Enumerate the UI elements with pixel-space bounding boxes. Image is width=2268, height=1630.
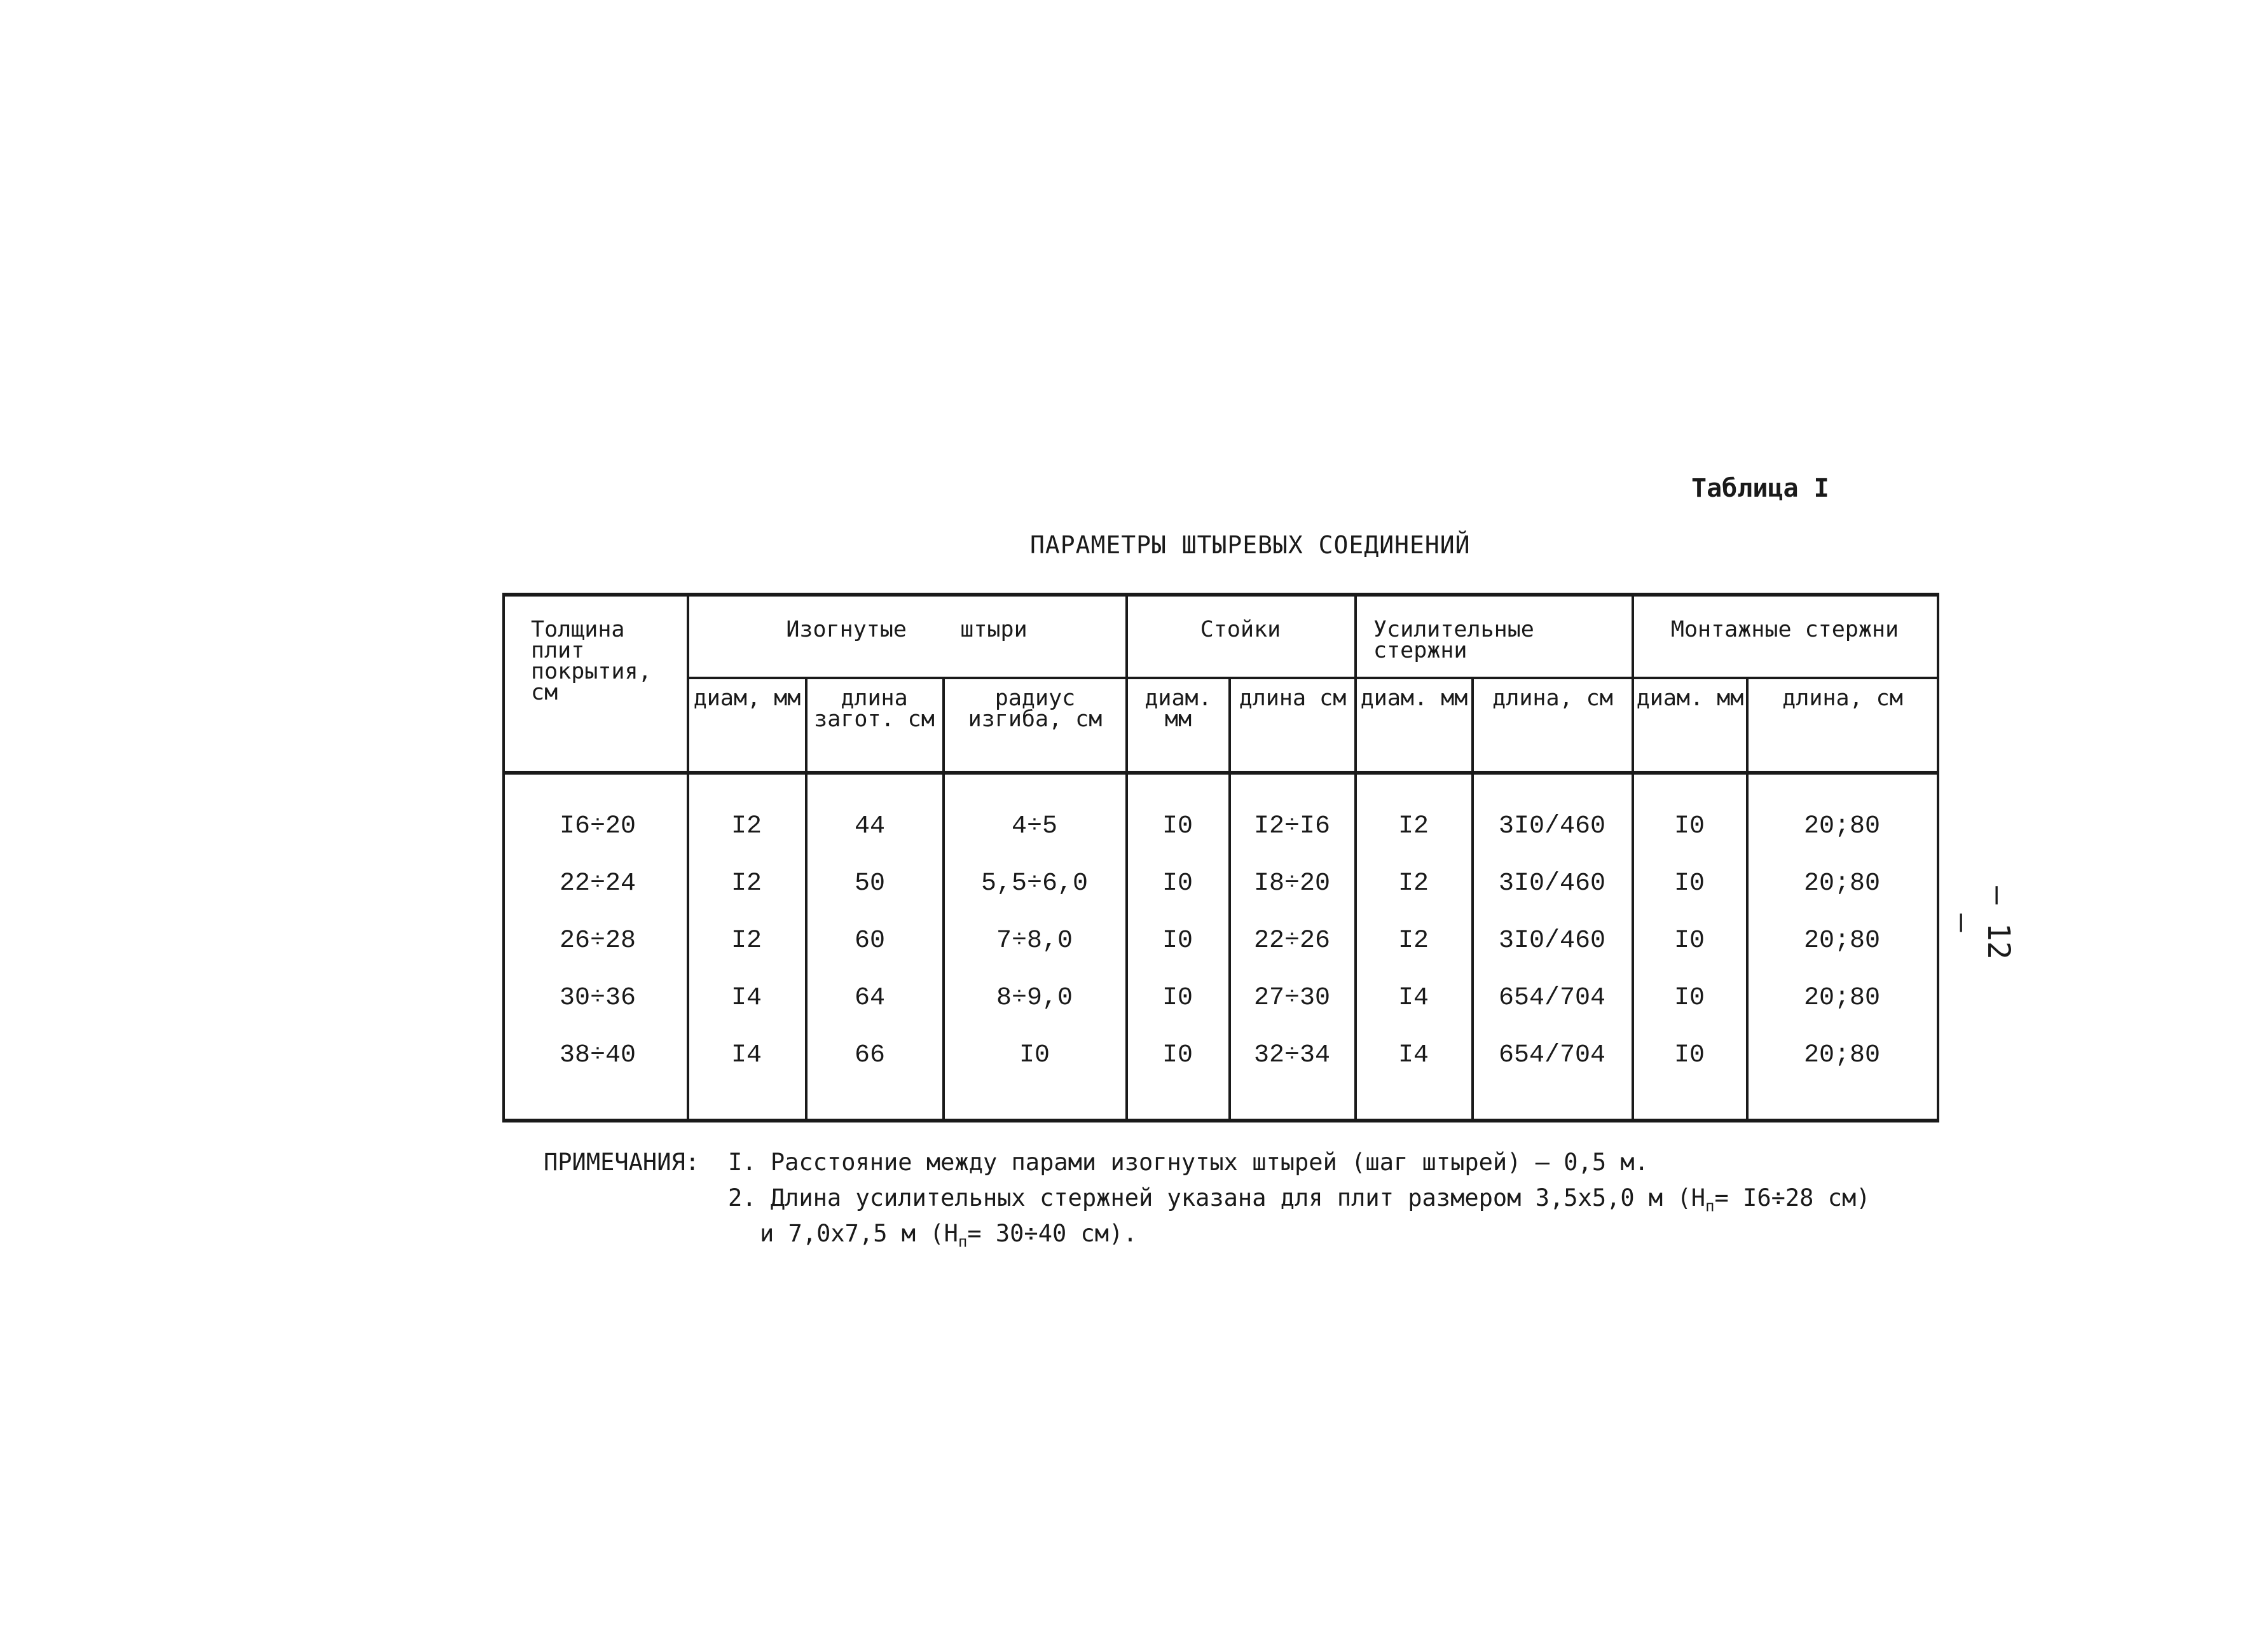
note-2-text-end: = I6÷28 см) [1714,1184,1871,1212]
header-mounting-bars: Монтажные стержни [1670,617,1899,642]
table-top-rule [502,593,1939,597]
header-slab-thickness: Толщина плит покрытия, см [531,617,652,705]
notes-label: ПРИМЕЧАНИЯ: [544,1149,700,1176]
subheader-bend-radius: радиус изгиба, см [968,686,1103,732]
cell-thickness: 30÷36 [559,984,636,1012]
cell-post-length: 32÷34 [1253,1041,1331,1070]
cell-reinf-diam: I2 [1398,812,1429,841]
cell-post-diam: I0 [1162,1041,1193,1070]
cell-thickness: 26÷28 [559,927,636,955]
cell-post-length: 22÷26 [1253,927,1331,955]
cell-blank-length: 66 [854,1041,885,1070]
header-reinforcing-bars: Усилительные стержни [1373,617,1534,663]
subheader-diam: диам. мм [1360,686,1468,711]
cell-bend-radius: 5,5÷6,0 [980,869,1089,898]
subheader-diam: диам, мм [693,686,801,711]
cell-post-diam: I0 [1162,812,1193,841]
subheader-length: длина см [1239,686,1347,711]
cell-mount-diam: I0 [1674,1041,1705,1070]
subheader-blank-length: длина загот. см [814,686,935,732]
header-bent-pins: Изогнутые штыри [786,617,1027,642]
page-number: – 12 – [1945,886,2016,960]
cell-blank-length: 60 [854,927,885,955]
cell-bent-diam: I2 [731,869,762,898]
cell-bent-diam: I4 [731,984,762,1012]
cell-post-diam: I0 [1162,869,1193,898]
cell-reinf-length: 3I0/460 [1498,812,1606,841]
header-posts: Стойки [1200,617,1281,642]
cell-mount-length: 20;80 [1803,984,1881,1012]
note-2-subscript: п [1705,1197,1715,1215]
cell-reinf-length: 3I0/460 [1498,869,1606,898]
note-2-cont-end: = 30÷40 см). [967,1220,1137,1247]
note-2-line-2 [760,1216,1137,1259]
cell-blank-length: 44 [854,812,885,841]
cell-blank-length: 50 [854,869,885,898]
subheader-diam: диам. мм [1636,686,1744,711]
cell-thickness: 22÷24 [559,869,636,898]
subheader-length: длина, см [1782,686,1903,711]
cell-post-length: 27÷30 [1253,984,1331,1012]
cell-reinf-length: 654/704 [1498,984,1606,1012]
cell-thickness: 38÷40 [559,1041,636,1070]
cell-blank-length: 64 [854,984,885,1012]
cell-mount-diam: I0 [1674,869,1705,898]
group-header-rule [687,677,1939,679]
table-title: ПАРАМЕТРЫ ШТЫРЕВЫХ СОЕДИНЕНИЙ [1030,531,1471,559]
cell-mount-length: 20;80 [1803,869,1881,898]
cell-bent-diam: I4 [731,1041,762,1070]
cell-mount-diam: I0 [1674,812,1705,841]
note-1: I. Расстояние между парами изогнутых штырей (шаг штырей) – 0,5 м. [728,1149,1649,1176]
table-number-label: Таблица I [1691,474,1829,503]
cell-bend-radius: 8÷9,0 [996,984,1073,1012]
table-right-rule [1937,593,1939,1122]
subheader-diam: диам. мм [1144,686,1212,732]
cell-post-length: I2÷I6 [1253,812,1331,841]
cell-mount-diam: I0 [1674,927,1705,955]
cell-mount-length: 20;80 [1803,927,1881,955]
note-2-text: 2. Длина усилительных стержней указана для плит размером 3,5х5,0 м (Н [728,1184,1706,1212]
cell-reinf-diam: I2 [1398,869,1429,898]
cell-reinf-diam: I2 [1398,927,1429,955]
cell-bent-diam: I2 [731,812,762,841]
cell-bend-radius: 7÷8,0 [996,927,1073,955]
note-2-cont-text: и 7,0х7,5 м (Н [760,1220,958,1247]
cell-reinf-diam: I4 [1398,1041,1429,1070]
cell-mount-length: 20;80 [1803,1041,1881,1070]
cell-post-diam: I0 [1162,927,1193,955]
cell-bend-radius: I0 [1019,1041,1050,1070]
cell-reinf-length: 654/704 [1498,1041,1606,1070]
cell-reinf-length: 3I0/460 [1498,927,1606,955]
table-bottom-rule [502,1119,1939,1122]
cell-mount-length: 20;80 [1803,812,1881,841]
cell-bent-diam: I2 [731,927,762,955]
cell-post-diam: I0 [1162,984,1193,1012]
parameters-table [502,593,1939,1124]
table-left-rule [502,593,505,1122]
note-2-cont-subscript: п [958,1233,968,1251]
cell-reinf-diam: I4 [1398,984,1429,1012]
cell-bend-radius: 4÷5 [1011,812,1057,841]
cell-mount-diam: I0 [1674,984,1705,1012]
cell-thickness: I6÷20 [559,812,636,841]
cell-post-length: I8÷20 [1253,869,1331,898]
header-bottom-rule [502,771,1939,775]
subheader-length: длина, см [1492,686,1613,711]
